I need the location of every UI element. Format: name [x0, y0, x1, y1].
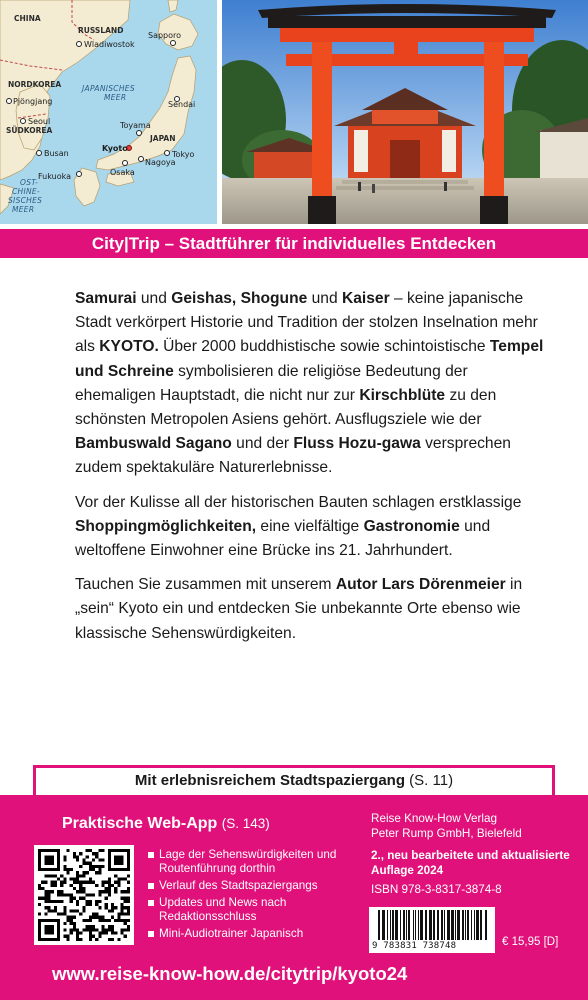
map-label-sisches: SISCHES: [8, 196, 43, 205]
map-city-sendai: Sendai: [168, 100, 196, 109]
walk-banner: [33, 765, 555, 795]
city-marker: [164, 150, 170, 156]
map-city-toyama: Toyama: [120, 121, 151, 130]
qr-code[interactable]: [34, 845, 134, 945]
webapp-page: (S. 143): [221, 816, 270, 831]
webapp-heading: [62, 815, 270, 833]
webapp-label: Praktische Web-App: [62, 815, 218, 832]
feature-item: Mini-Audiotrainer Japanisch: [148, 927, 348, 941]
map-label-meer: MEER: [104, 93, 127, 102]
map-label-japan: JAPAN: [150, 134, 176, 143]
city-marker: [122, 160, 128, 166]
map-label-suedkorea: SÜDKOREA: [6, 126, 53, 135]
map-label-russland: RUSSLAND: [78, 26, 124, 35]
isbn: ISBN 978-3-8317-3874-8: [371, 883, 502, 896]
map-city-kyoto: Kyoto: [102, 144, 128, 153]
map-label-meer-2: MEER: [12, 205, 35, 214]
publisher-info: [371, 812, 581, 898]
barcode-bars: [372, 910, 492, 940]
map-city-seoul: Seoul: [28, 117, 51, 126]
city-marker: [36, 150, 42, 156]
walk-banner-page: (S. 11): [409, 772, 454, 789]
map-city-fukuoka: Fukuoka: [38, 172, 71, 181]
publisher-name: Reise Know-How Verlag: [371, 812, 498, 825]
map-city-osaka: Osaka: [110, 168, 135, 177]
city-marker: [20, 118, 26, 124]
publisher-company: Peter Rump GmbH, Bielefeld: [371, 826, 522, 840]
price: € 15,95 [D]: [502, 936, 559, 948]
city-marker: [6, 98, 12, 104]
city-marker: [76, 41, 82, 47]
map-city-tokyo: Tokyo: [172, 150, 195, 159]
feature-item: Verlauf des Stadtspaziergangs: [148, 879, 348, 893]
japan-map: [0, 0, 217, 224]
city-marker: [138, 156, 144, 162]
qr-code-pattern: [38, 849, 130, 941]
map-city-nagoya: Nagoya: [145, 158, 176, 167]
website-link[interactable]: www.reise-know-how.de/citytrip/kyoto24: [52, 963, 408, 984]
torii-illustration: [222, 0, 588, 224]
info-panel: [0, 795, 588, 1000]
blurb-paragraph-1: Samurai und Geishas, Shogune und Kaiser – keine japanische Stadt verkörpert Historie und Tradition der stolzen Inselnation mehr als KYOTO. Über 2000 buddhistische sowie schintoistische Tempel und Schreine symbolisieren die religiöse Bedeutung der ehemaligen Hauptstadt, die nicht nur zur Kirschblüte zu den schönsten Metropolen Asiens gehört. Ausflugsziele wie der Bambuswald Sagano und der Fluss Hozu-gawa versprechen zudem spektakuläre Naturerlebnisse.: [75, 290, 544, 477]
torii-photo: [222, 0, 588, 224]
feature-item: Updates und News nach Redaktionsschluss: [148, 896, 348, 924]
cover-images: [0, 0, 588, 224]
barcode: [369, 907, 495, 953]
city-marker: [136, 130, 142, 136]
map-city-wladiwostok: Wladiwostok: [84, 40, 135, 49]
city-marker: [170, 40, 176, 46]
map-label-japanisches: JAPANISCHES: [82, 84, 135, 93]
map-city-busan: Busan: [44, 149, 69, 158]
map-label-ost: OST-: [20, 178, 39, 187]
city-marker: [76, 171, 82, 177]
map-label-nordkorea: NORDKOREA: [8, 80, 62, 89]
series-title-bar: City|Trip – Stadtführer für individuelles Entdecken: [0, 229, 588, 258]
blurb-paragraph-3: Tauchen Sie zusammen mit unserem Autor Lars Dörenmeier in „sein“ Kyoto ein und entdecken Sie unbekannte Orte ebenso wie klassische Sehenswürdigkeiten.: [75, 576, 523, 642]
blurb-paragraph-2: Vor der Kulisse all der historischen Bauten schlagen erstklassige Shoppingmöglichkeiten, eine vielfältige Gastronomie und weltoffene Einwohner eine Brücke ins 21. Jahrhundert.: [75, 493, 522, 560]
feature-item: Lage der Sehenswürdigkeiten und Routenführung dorthin: [148, 848, 348, 876]
map-city-sapporo: Sapporo: [148, 31, 182, 40]
webapp-feature-list: [148, 848, 348, 944]
map-label-chine: CHINE-: [12, 187, 40, 196]
map-city-pjoengjang: Pjöngjang: [13, 97, 53, 106]
blurb: [75, 287, 545, 656]
barcode-number: 9 783831 738748: [372, 941, 457, 951]
edition-note: 2., neu bearbeitete und aktualisierte Auflage 2024: [371, 849, 570, 877]
map-label-china: CHINA: [14, 14, 41, 23]
walk-banner-label: Mit erlebnisreichem Stadtspaziergang: [134, 772, 405, 789]
